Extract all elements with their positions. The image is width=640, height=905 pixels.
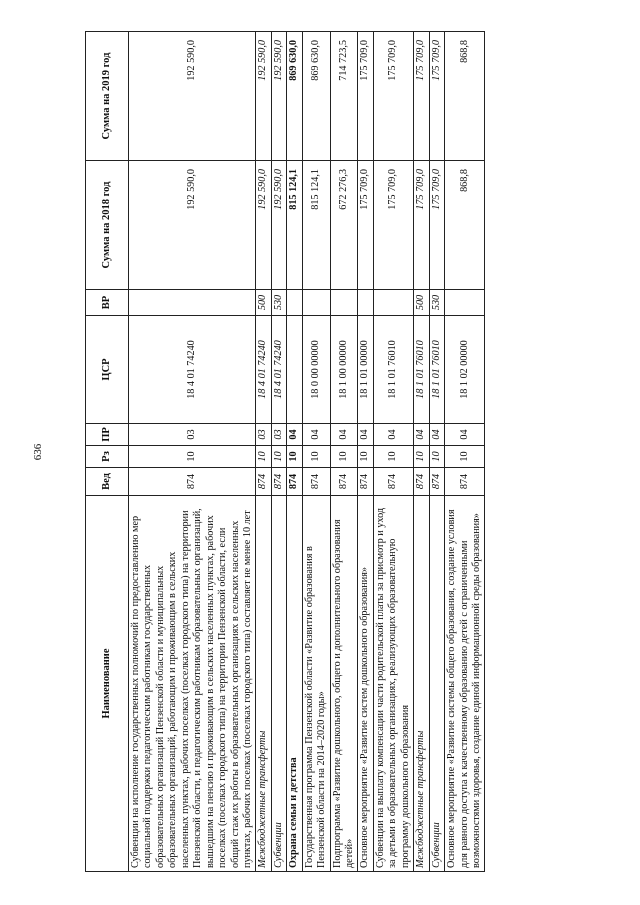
cell-sum-2018: 868,8 <box>445 161 485 290</box>
cell-vr <box>358 290 373 316</box>
cell-csr: 18 4 01 74240 <box>256 316 271 424</box>
cell-sum-2019: 714 723,5 <box>330 32 358 161</box>
table-body <box>129 32 485 872</box>
header-pr: ПР <box>86 424 129 446</box>
cell-ved: 874 <box>302 468 330 496</box>
cell-sum-2019: 175 709,0 <box>358 32 373 161</box>
cell-pr: 04 <box>302 424 330 446</box>
cell-csr: 18 4 01 74240 <box>271 316 286 424</box>
cell-pr: 04 <box>429 424 444 446</box>
cell-sum-2019: 868,8 <box>445 32 485 161</box>
header-sum-2019: Сумма на 2019 год <box>86 32 129 161</box>
cell-pr: 04 <box>358 424 373 446</box>
cell-ved: 874 <box>287 468 302 496</box>
cell-csr: 18 1 01 76010 <box>373 316 413 424</box>
cell-name: Субвенции на исполнение государственных полномочий по предоставлению мер социальной поддержки педагогическим работникам государственных образовательных организаций Пензенской области и муниципальных образовательных организаций, работающим и проживающим в сельских населенных пунктах, рабочих поселках (поселках городского типа) на территории Пензенской области, и педагогическим работникам образовательных организаций, вышедшим на пенсию и проживающим в сельских населенных пунктах, рабочих поселках (поселках городского типа) на территории Пензенской области, если общий стаж их работы в образовательных организациях в сельских населенных пунктах, рабочих поселках (поселках городского типа) составляет не менее 10 лет <box>129 496 256 872</box>
cell-sum-2019: 175 709,0 <box>414 32 429 161</box>
cell-ved: 874 <box>256 468 271 496</box>
cell-vr: 500 <box>414 290 429 316</box>
cell-sum-2018: 192 590,0 <box>129 161 256 290</box>
cell-sum-2018: 192 590,0 <box>271 161 286 290</box>
cell-vr: 500 <box>256 290 271 316</box>
cell-csr: 18 1 01 00000 <box>358 316 373 424</box>
cell-ved: 874 <box>330 468 358 496</box>
cell-vr <box>129 290 256 316</box>
page-number: 636 <box>32 443 44 461</box>
table-row <box>373 32 413 872</box>
table-row <box>302 32 330 872</box>
cell-vr <box>287 290 302 316</box>
cell-rz: 10 <box>429 446 444 468</box>
header-sum-2018: Сумма на 2018 год <box>86 161 129 290</box>
cell-ved: 874 <box>445 468 485 496</box>
table-row <box>429 32 444 872</box>
cell-rz: 10 <box>129 446 256 468</box>
cell-sum-2019: 192 590,0 <box>256 32 271 161</box>
cell-sum-2018: 192 590,0 <box>256 161 271 290</box>
cell-csr: 18 1 01 76010 <box>414 316 429 424</box>
cell-csr <box>287 316 302 424</box>
cell-sum-2019: 175 709,0 <box>373 32 413 161</box>
table-header-row <box>86 32 129 872</box>
cell-name: Межбюджетные трансферты <box>414 496 429 872</box>
cell-rz: 10 <box>414 446 429 468</box>
cell-ved: 874 <box>129 468 256 496</box>
header-rz: Рз <box>86 446 129 468</box>
table-row <box>287 32 302 872</box>
cell-sum-2019: 192 590,0 <box>271 32 286 161</box>
cell-pr: 04 <box>414 424 429 446</box>
table-row <box>445 32 485 872</box>
cell-vr: 530 <box>429 290 444 316</box>
cell-sum-2019: 869 630,0 <box>302 32 330 161</box>
cell-name: Государственная программа Пензенской области «Развитие образования в Пензенской области на 2014–2020 годы» <box>302 496 330 872</box>
cell-csr: 18 1 00 00000 <box>330 316 358 424</box>
cell-csr: 18 1 01 76010 <box>429 316 444 424</box>
header-csr: ЦСР <box>86 316 129 424</box>
cell-rz: 10 <box>302 446 330 468</box>
cell-sum-2018: 672 276,3 <box>330 161 358 290</box>
cell-csr: 18 4 01 74240 <box>129 316 256 424</box>
cell-ved: 874 <box>414 468 429 496</box>
cell-vr: 530 <box>271 290 286 316</box>
cell-vr <box>302 290 330 316</box>
cell-rz: 10 <box>287 446 302 468</box>
table-row <box>330 32 358 872</box>
cell-csr: 18 0 00 00000 <box>302 316 330 424</box>
rotated-page <box>85 32 555 872</box>
cell-rz: 10 <box>256 446 271 468</box>
cell-rz: 10 <box>445 446 485 468</box>
table-row <box>358 32 373 872</box>
cell-rz: 10 <box>330 446 358 468</box>
header-name: Наименование <box>86 496 129 872</box>
cell-name: Подпрограмма «Развитие дошкольного, общего и дополнительного образования детей» <box>330 496 358 872</box>
cell-sum-2018: 175 709,0 <box>414 161 429 290</box>
cell-ved: 874 <box>358 468 373 496</box>
cell-ved: 874 <box>373 468 413 496</box>
header-ved: Вед <box>86 468 129 496</box>
cell-name: Межбюджетные трансферты <box>256 496 271 872</box>
cell-pr: 04 <box>445 424 485 446</box>
cell-sum-2018: 815 124,1 <box>302 161 330 290</box>
cell-sum-2018: 175 709,0 <box>429 161 444 290</box>
table-row <box>129 32 256 872</box>
table-row <box>271 32 286 872</box>
cell-sum-2019: 175 709,0 <box>429 32 444 161</box>
cell-pr: 04 <box>373 424 413 446</box>
cell-name: Субвенции <box>271 496 286 872</box>
header-vr: ВР <box>86 290 129 316</box>
cell-name: Основное мероприятие «Развитие систем дошкольного образования» <box>358 496 373 872</box>
cell-name: Субвенции <box>429 496 444 872</box>
cell-name: Основное мероприятие «Развитие системы общего образования, создание условия для равного доступа к качественному образованию детей с ограниченными возможностями здоровья, создание единой информационной среды образования» <box>445 496 485 872</box>
cell-sum-2018: 175 709,0 <box>373 161 413 290</box>
table-row <box>414 32 429 872</box>
cell-sum-2019: 869 630,0 <box>287 32 302 161</box>
cell-vr <box>330 290 358 316</box>
cell-pr: 03 <box>271 424 286 446</box>
cell-name: Охрана семьи и детства <box>287 496 302 872</box>
table-row <box>256 32 271 872</box>
cell-pr: 04 <box>287 424 302 446</box>
budget-table <box>85 31 485 872</box>
cell-rz: 10 <box>358 446 373 468</box>
cell-vr <box>373 290 413 316</box>
cell-sum-2018: 815 124,1 <box>287 161 302 290</box>
cell-pr: 03 <box>256 424 271 446</box>
cell-rz: 10 <box>271 446 286 468</box>
cell-pr: 04 <box>330 424 358 446</box>
cell-sum-2018: 175 709,0 <box>358 161 373 290</box>
cell-ved: 874 <box>429 468 444 496</box>
cell-csr: 18 1 02 00000 <box>445 316 485 424</box>
cell-sum-2019: 192 590,0 <box>129 32 256 161</box>
cell-pr: 03 <box>129 424 256 446</box>
cell-rz: 10 <box>373 446 413 468</box>
cell-ved: 874 <box>271 468 286 496</box>
cell-vr <box>445 290 485 316</box>
cell-name: Субвенции на выплату компенсации части родительской платы за присмотр и уход за детьми в образовательных организациях, реализующих образовательную программу дошкольного образования <box>373 496 413 872</box>
